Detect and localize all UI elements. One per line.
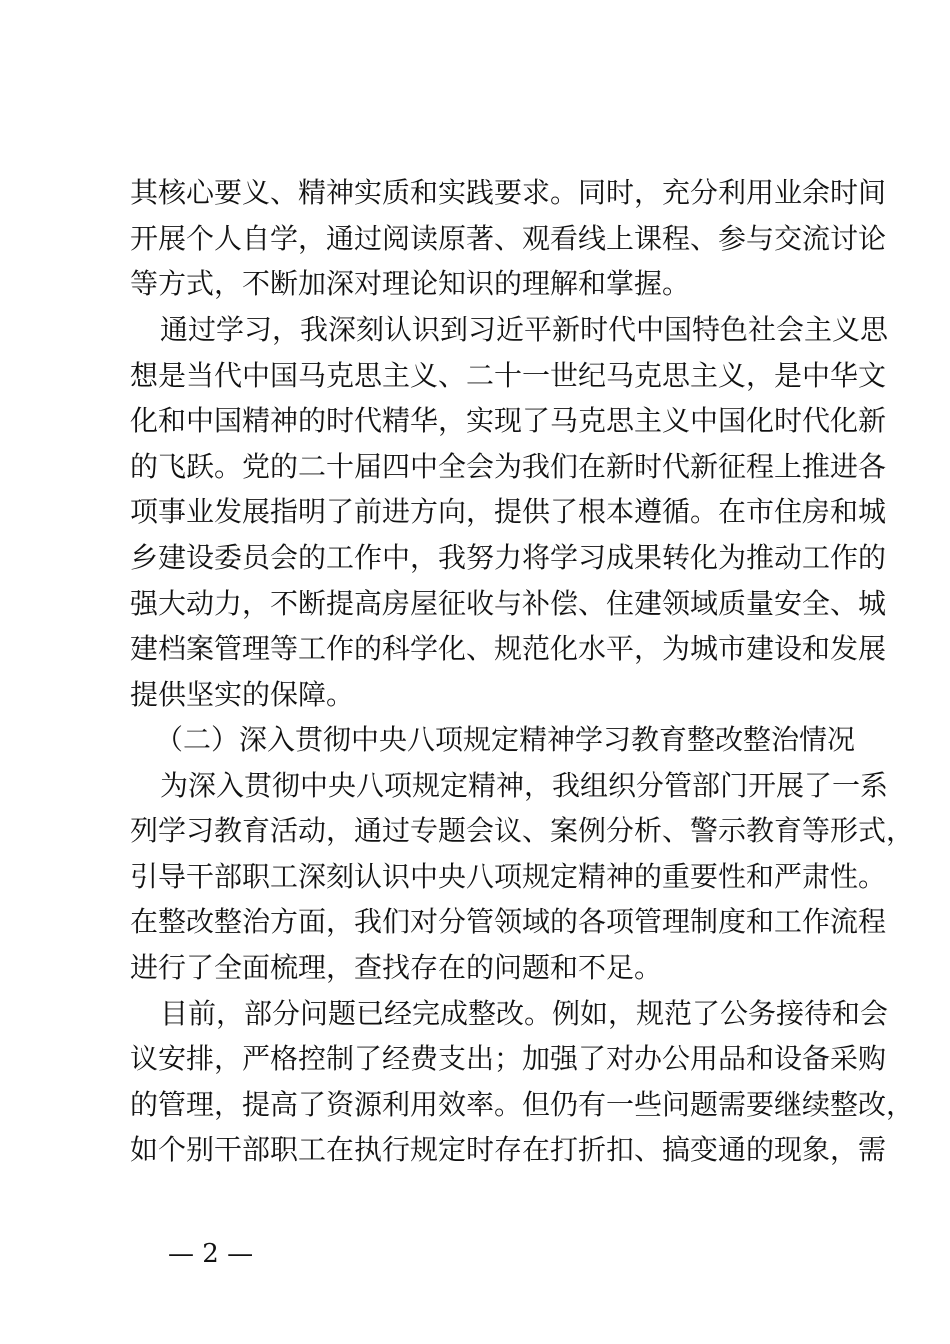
text-line: 列学习教育活动，通过专题会议、案例分析、警示教育等形式， xyxy=(130,814,915,847)
text-line: 议安排，严格控制了经费支出；加强了对办公用品和设备采购 xyxy=(130,1042,887,1075)
text-line: 化和中国精神的时代精华，实现了马克思主义中国化时代化新 xyxy=(130,404,887,437)
text-line: 提供坚实的保障。 xyxy=(130,678,355,711)
text-line: 等方式，不断加深对理论知识的理解和掌握。 xyxy=(130,267,691,300)
text-line: 引导干部职工深刻认识中央八项规定精神的重要性和严肃性。 xyxy=(130,860,887,893)
text-line: 为深入贯彻中央八项规定精神，我组织分管部门开展了一系 xyxy=(160,769,889,802)
text-line: 的飞跃。党的二十届四中全会为我们在新时代新征程上推进各 xyxy=(130,450,887,483)
page-number: — 2 — xyxy=(168,1239,254,1269)
text-line: 在整改整治方面，我们对分管领域的各项管理制度和工作流程 xyxy=(130,905,887,938)
text-line: 目前，部分问题已经完成整改。例如，规范了公务接待和会 xyxy=(160,997,889,1030)
text-line: 如个别干部职工在执行规定时存在打折扣、搞变通的现象，需 xyxy=(130,1133,887,1166)
text-line: 乡建设委员会的工作中，我努力将学习成果转化为推动工作的 xyxy=(130,541,887,574)
text-line: 强大动力，不断提高房屋征收与补偿、住建领域质量安全、城 xyxy=(130,587,887,620)
text-line: 建档案管理等工作的科学化、规范化水平，为城市建设和发展 xyxy=(130,632,887,665)
text-line: 项事业发展指明了前进方向，提供了根本遵循。在市住房和城 xyxy=(130,495,887,528)
text-line: 进行了全面梳理，查找存在的问题和不足。 xyxy=(130,951,663,984)
section-heading: （二）深入贯彻中央八项规定精神学习教育整改整治情况 xyxy=(155,723,856,756)
text-line: 其核心要义、精神实质和实践要求。同时，充分利用业余时间 xyxy=(130,176,887,209)
text-line: 开展个人自学，通过阅读原著、观看线上课程、参与交流讨论 xyxy=(130,222,887,255)
text-line: 的管理，提高了资源利用效率。但仍有一些问题需要继续整改， xyxy=(130,1088,915,1121)
text-line: 想是当代中国马克思主义、二十一世纪马克思主义，是中华文 xyxy=(130,359,887,392)
text-line: 通过学习，我深刻认识到习近平新时代中国特色社会主义思 xyxy=(160,313,889,346)
